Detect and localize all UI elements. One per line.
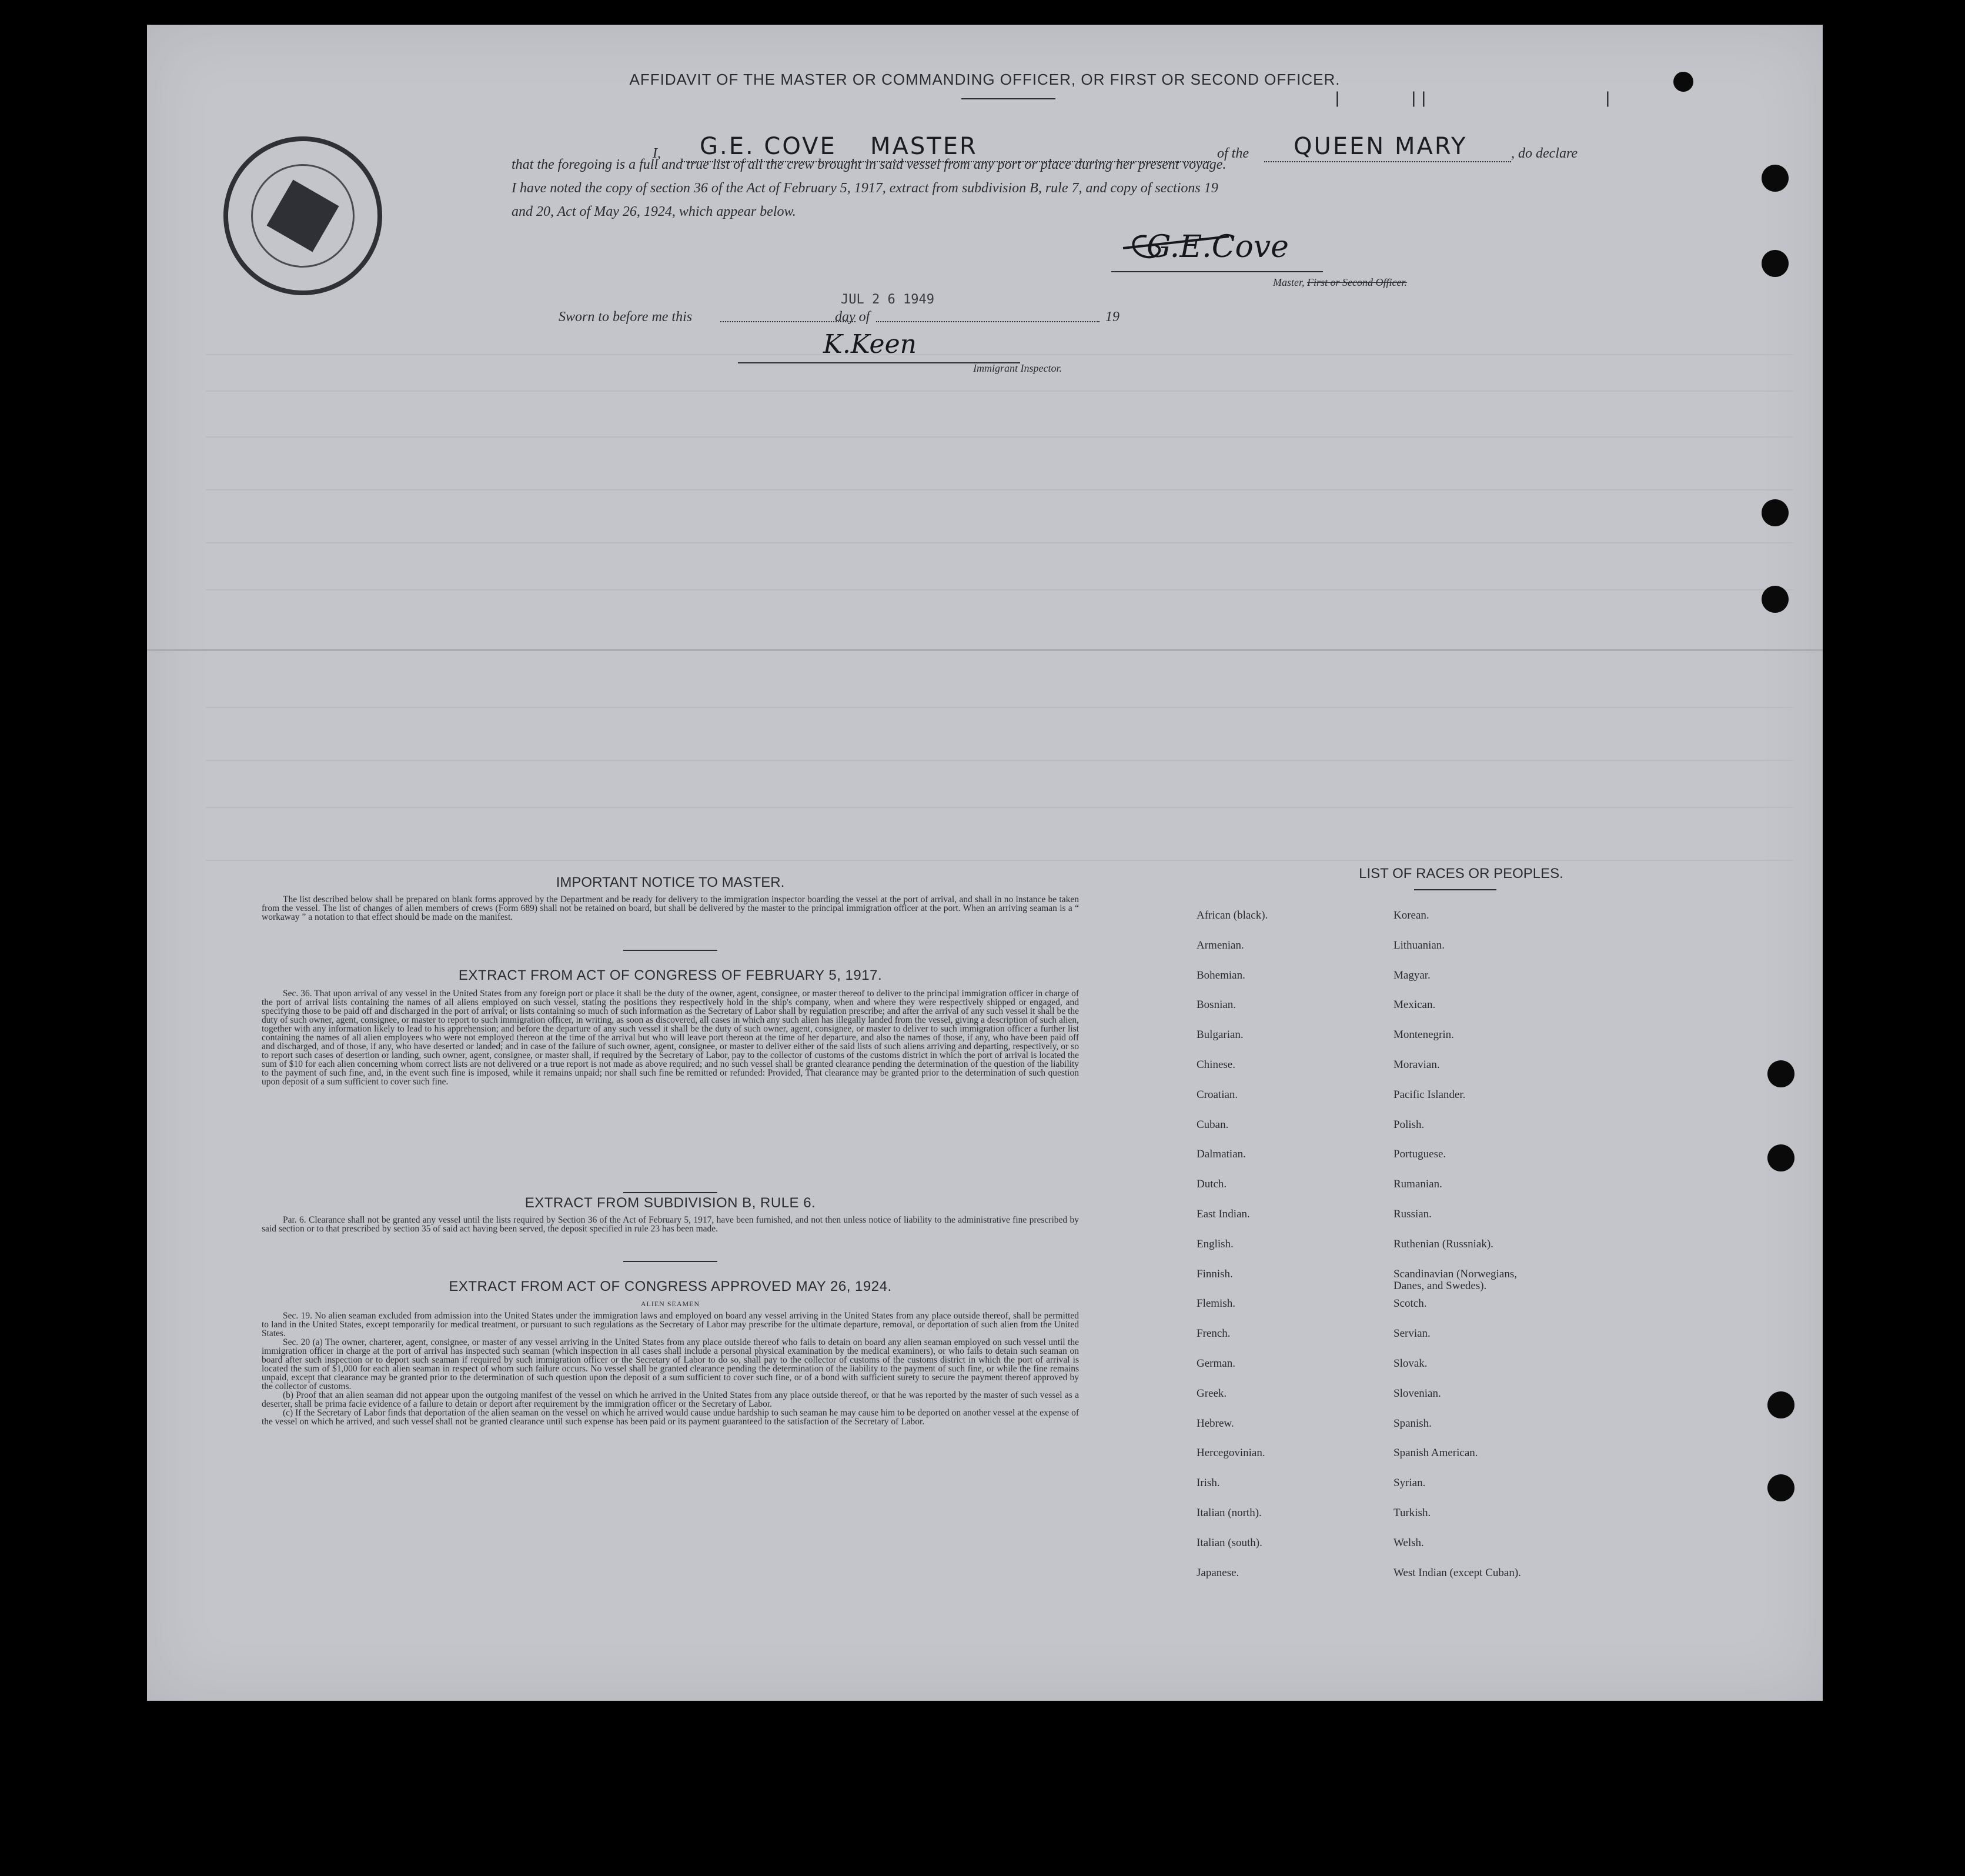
master-signature [1111,213,1323,278]
race-item: Bulgarian. [1197,1029,1244,1042]
race-item: Scotch. [1393,1297,1427,1310]
race-item: Dutch. [1197,1178,1227,1191]
bleed-through-line [206,390,1793,392]
officer-caption-struck: First or Second Officer. [1307,276,1407,288]
master-caption [1273,276,1407,289]
race-item: Slovenian. [1393,1387,1441,1400]
sworn-month-line [876,320,1100,322]
seal-stamp [223,136,382,295]
race-item: Servian. [1393,1327,1431,1340]
declaration-i: I, [653,146,661,161]
margin-tick: | [1335,89,1340,107]
section-rule [623,1192,717,1193]
race-item: Italian (north). [1197,1507,1262,1519]
sworn-prefix: Sworn to before me this [559,309,693,325]
race-item: Hercegovinian. [1197,1447,1265,1460]
race-item: Finnish. [1197,1267,1233,1280]
bleed-through-line [206,807,1793,808]
race-item: Flemish. [1197,1297,1235,1310]
race-item: Montenegrin. [1393,1029,1454,1042]
section-rule [623,1261,717,1262]
extract-1917-title: EXTRACT FROM ACT OF CONGRESS OF FEBRUARY 5, 1917. [458,967,883,983]
bleed-through-line [206,589,1793,590]
notice-paragraph: The list described below shall be prepared on blank forms approved by the Department and be ready for delivery to the immigration inspector boarding the vessel at the port of arrival, and shall in no instance be taken from the vessel. The list of changes of alien members of crews (Form 689) shall not be retained on board, but shall be delivered by the master to the principal immigration officer at the port. When an arriving seaman is a “ workaway ” a notation to that effect should be made on the manifest. [262,894,1079,922]
race-item: Chinese. [1197,1059,1235,1071]
subdivision-b-title: EXTRACT FROM SUBDIVISION B, RULE 6. [524,1195,816,1211]
race-item: African (black). [1197,909,1268,922]
section-36-paragraph: Sec. 36. That upon arrival of any vessel in the United States from any foreign port or place it shall be the duty of the owner, agent, consignee, or master thereof to deliver to the principal immigration officer in charge of the port of arrival lists containing the names of all aliens employed on such vessel, stating the positions they respectively hold in the ship's company, when and where they were respectively shipped or engaged, and specifying those to be paid off and discharged in the port of arrival; or lists containing so much of such information as the Secretary of Labor shall by regulation prescribe; and after the arrival of any such vessel it shall be the duty of such owner, agent, consignee, or master to report to such immigration officer, in writing, as soon as discovered, all cases in which any such alien has illegally landed from the vessel, giving a description of such alien, together with any information likely to lead to his apprehension; and before the departure of any such vessel it shall be the duty of such owner, agent, consignee, or master to deliver to such immigration officer a further list containing the names of all alien employees who were not employed thereon at the time of the arrival but who will leave port thereon at the time of her departure, and also the names of those, if any, who have been paid off and discharged, and of those, if any, who have deserted or landed; and in case of the failure of such owner, agent, consignee, or master to deliver either of the said lists of such aliens arriving and departing, respectively, or so to report such cases of desertion or landing, such owner, agent, consignee, or master shall, if required by the Secretary of Labor, pay to the collector of customs of the customs district in which the port of arrival is located the sum of $10 for each alien concerning whom correct lists are not delivered or a true report is not made as above required; and no such vessel shall be granted clearance pending the determination of the question of the liability to the payment of such fine, and, in the event such fine is imposed, while it remains unpaid; nor shall such fine be remitted or refunded: Provided, That clearance may be granted prior to the determination of such question upon deposit of a sum sufficient to cover such fine. [262,989,1079,1087]
race-item: Italian (south). [1197,1536,1262,1549]
race-item: Mexican. [1393,999,1436,1012]
race-item: Dalmatian. [1197,1148,1246,1161]
race-item: Greek. [1197,1387,1227,1400]
race-item: Scandinavian (Norwegians, Danes, and Swedes). [1393,1267,1517,1292]
seal-inner-ring [251,164,355,268]
rank-handwritten: MASTER [870,133,978,160]
race-item: Armenian. [1197,939,1244,952]
bleed-through-line [206,542,1793,543]
section-19-paragraph: Sec. 19. No alien seaman excluded from admission into the United States under the immigration laws and employed on board any vessel arriving in the United States from any place outside thereof, shall be permitted to land in the United States, except temporarily for medical treatment, or pursuant to such regulations as the Secretary of Labor may prescribe for the ultimate departure, removal, or deportation of such alien from the United States. [262,1311,1079,1338]
fold-line [147,649,1823,651]
race-item: Spanish. [1393,1417,1432,1430]
race-item: Turkish. [1393,1507,1431,1519]
race-item: Rumanian. [1393,1178,1442,1191]
race-item: Polish. [1393,1118,1425,1131]
punch-hole [1762,250,1789,277]
extract-1924-title: EXTRACT FROM ACT OF CONGRESS APPROVED MAY 26, 1924. [449,1279,892,1294]
punch-hole [1767,1060,1794,1087]
received-date-stamp: JUL 2 6 1949 [841,292,934,307]
race-item: Cuban. [1197,1118,1229,1131]
bleed-through-line [206,489,1793,490]
punch-hole [1762,165,1789,192]
section-20c-paragraph: (c) If the Secretary of Labor finds that deportation of the alien seaman on the vessel on which he arrived would cause undue hardship to such seaman he may cause him to be deported on another vessel at the expense of the vessel on which he arrived, and such vessel shall not be granted clearance until such expense has been paid or its payment guaranteed to the satisfaction of the Secretary of Labor. [262,1408,1079,1427]
punch-hole [1762,499,1789,526]
race-item: East Indian. [1197,1208,1250,1220]
seal-core [267,180,339,252]
vessel-field-line [1264,160,1511,162]
race-item: Syrian. [1393,1477,1426,1490]
affidavit-line-2: I have noted the copy of section 36 of the Act of February 5, 1917, extract from subdivision B, rule 7, and copy of sections 19 [512,181,1218,196]
race-item: Bosnian. [1197,999,1237,1012]
bleed-through-line [206,860,1793,861]
races-title-rule [1414,889,1496,890]
alien-seamen-subtitle: ALIEN SEAMEN [640,1300,700,1308]
title-rule [961,98,1055,99]
par-6-paragraph: Par. 6. Clearance shall not be granted any vessel until the lists required by Section 36 of the Act of February 5, 1917, have been furnished, and not then unless notice of liability to the administrative fine prescribed by said section or to that prescribed by section 35 of said act having been served, the deposit specified in rule 23 has been made. [262,1215,1079,1234]
race-item: Korean. [1393,909,1429,922]
inspector-caption: Immigrant Inspector. [973,362,1062,374]
race-item: English. [1197,1237,1234,1250]
sworn-year: 19 [1105,309,1119,325]
section-20a-paragraph: Sec. 20 (a) The owner, charterer, agent, consignee, or master of any vessel arriving in the United States from any place outside thereof who fails to detain on board any alien seaman employed on such vessel until the immigration officer in charge at the port of arrival has inspected such seaman (which inspection in all cases shall include a personal physical examination by the medical examiners), or who fails to detain such seaman on board after such inspection or to deport such seaman if required by such immigration officer or the Secretary of Labor to do so, shall pay to the collector of customs of the customs district in which the port of arrival is located the sum of $1,000 for each alien seaman in respect of whom such failure occurs. No vessel shall be granted clearance pending the determination of the liability to the payment of such fine, or while the fine remains unpaid, except that clearance may be granted prior to the determination of such question upon the deposit of a sum sufficient to cover such fine, or of a bond with sufficient surety to secure the payment thereof approved by the collector of customs. [262,1337,1079,1391]
section-20b-paragraph: (b) Proof that an alien seaman did not appear upon the outgoing manifest of the vessel on which he arrived in the United States from any place outside thereof, or that he was reported by the master of such vessel as a deserter, shall be prima facie evidence of a failure to detain or deport after requirement by the immigration officer or the Secretary of Labor. [262,1390,1079,1409]
margin-tick: | | [1411,89,1426,107]
notice-body [262,895,1079,922]
race-item: Welsh. [1393,1536,1424,1549]
inspector-signature [817,325,970,366]
race-item: Pacific Islander. [1393,1088,1466,1101]
race-item: Spanish American. [1393,1447,1478,1460]
extract-1917-body [262,989,1079,1086]
sworn-day-of: day of [835,309,870,325]
master-name-handwritten: G.E. COVE [700,133,837,160]
bleed-through-line [206,436,1793,438]
race-item: Moravian. [1393,1059,1440,1071]
affidavit-line-3: and 20, Act of May 26, 1924, which appear below. [512,204,796,219]
declaration-of-the: of the [1217,146,1249,161]
bleed-through-line [206,354,1793,355]
affidavit-line-1: that the foregoing is a full and true list of all the crew brought in said vessel from any port or place during her present voyage. [512,157,1227,172]
declaration-do-declare: , do declare [1511,146,1578,161]
race-item: Croatian. [1197,1088,1238,1101]
punch-hole [1767,1474,1794,1501]
bleed-through-line [206,760,1793,761]
race-item: Portuguese. [1393,1148,1446,1161]
notice-title: IMPORTANT NOTICE TO MASTER. [556,874,785,890]
race-item: Bohemian. [1197,969,1245,982]
margin-tick: | [1605,89,1610,107]
race-item: Japanese. [1197,1566,1239,1579]
race-item: Lithuanian. [1393,939,1445,952]
inspector-signature-text: K.Keen [823,329,917,359]
race-item: Slovak. [1393,1357,1428,1370]
punch-hole [1673,72,1693,92]
race-item: Magyar. [1393,969,1431,982]
race-item: Hebrew. [1197,1417,1234,1430]
subdivision-b-body [262,1216,1079,1233]
race-item: French. [1197,1327,1231,1340]
punch-hole [1767,1391,1794,1418]
affidavit-title: AFFIDAVIT OF THE MASTER OR COMMANDING OFFICER, OR FIRST OR SECOND OFFICER. [629,71,1341,88]
punch-hole [1762,586,1789,613]
race-item: Ruthenian (Russniak). [1393,1237,1493,1250]
bleed-through-line [206,707,1793,708]
master-signature-text: G.E.Cove [1147,229,1289,265]
extract-1924-body [262,1311,1079,1426]
punch-hole [1767,1144,1794,1171]
vessel-name-handwritten: QUEEN MARY [1294,133,1468,160]
master-caption-label: Master, [1273,276,1305,288]
race-item: West Indian (except Cuban). [1393,1566,1521,1579]
document-page [147,25,1823,1701]
race-item: Russian. [1393,1208,1432,1220]
races-title: LIST OF RACES OR PEOPLES. [1359,866,1563,882]
race-item: German. [1197,1357,1235,1370]
section-rule [623,950,717,951]
race-item: Irish. [1197,1477,1220,1490]
